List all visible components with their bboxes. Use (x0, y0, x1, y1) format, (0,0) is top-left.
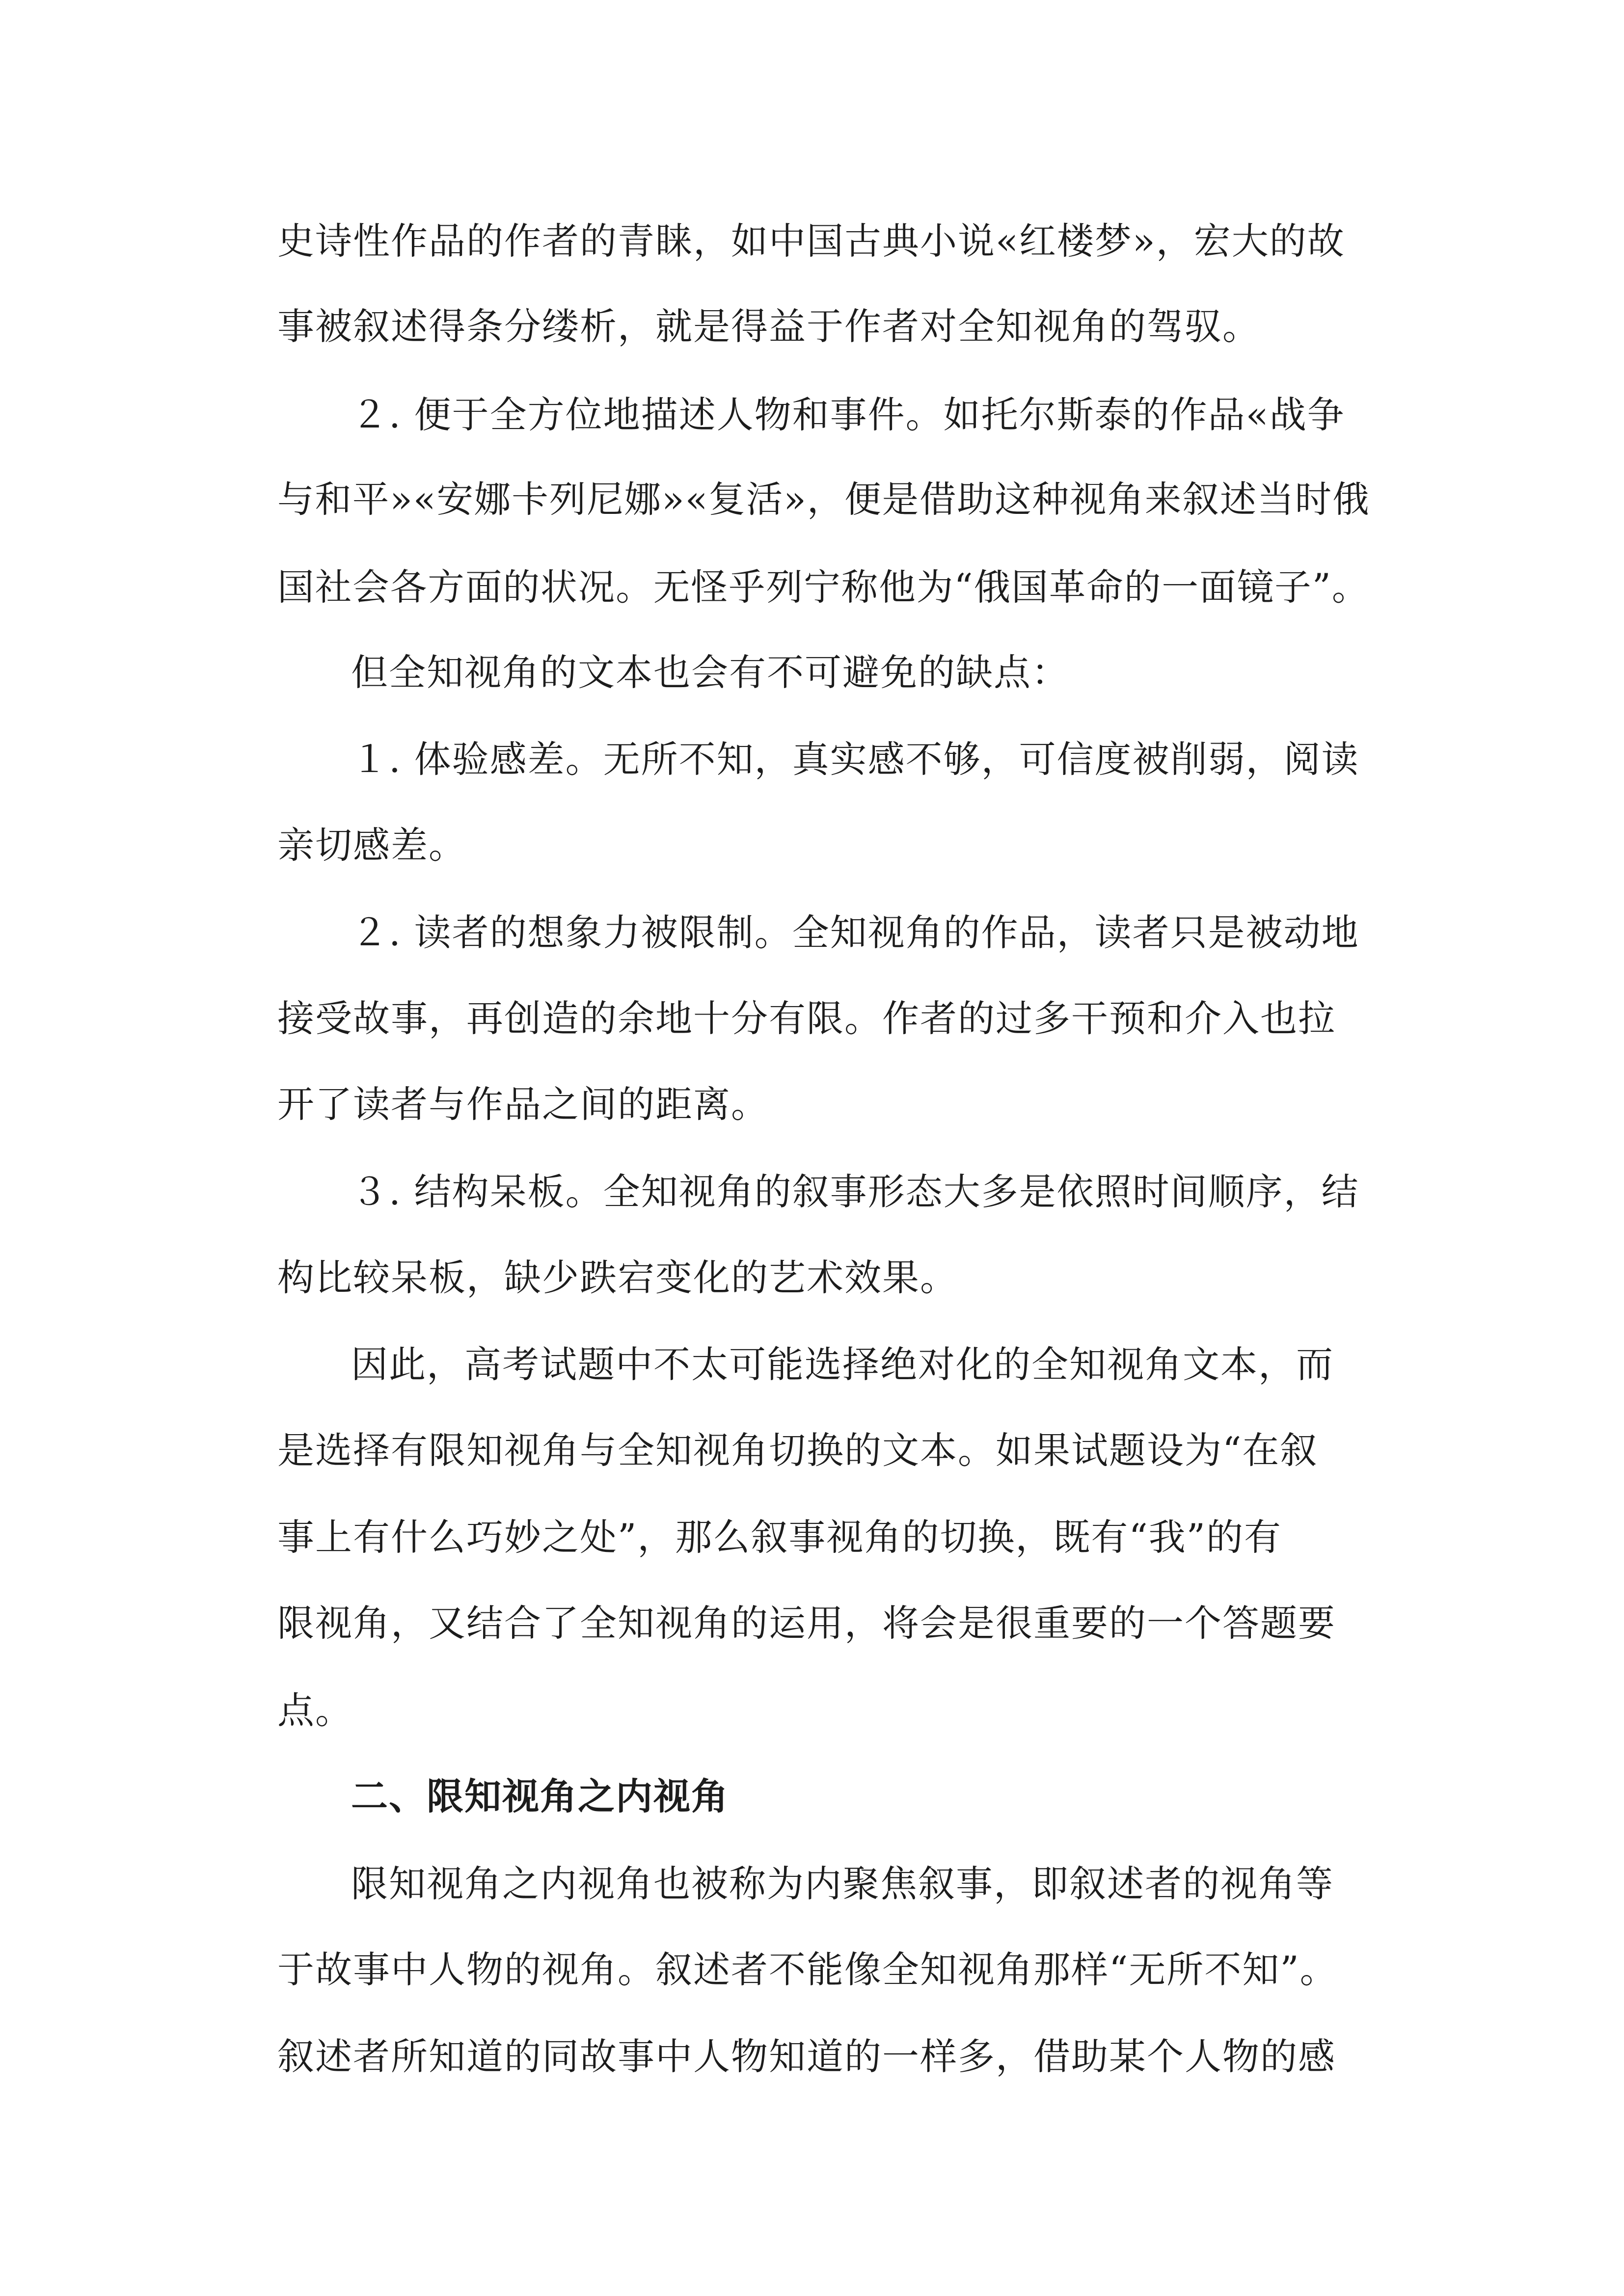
text-line: ２. 便于全方位地描述人物和事件。如托尔斯泰的作品«战争 (351, 393, 1345, 436)
text-line: 亲切感差。 (277, 824, 467, 867)
section-heading: 二、限知视角之内视角 (351, 1775, 730, 1818)
text-line: 于故事中人物的视角。叙述者不能像全知视角那样“无所不知”。 (277, 1948, 1338, 1991)
text-line: 是选择有限知视角与全知视角切换的文本。如果试题设为“在叙 (277, 1429, 1318, 1472)
text-line: 国社会各方面的状况。无怪乎列宁称他为“俄国革命的一面镜子”。 (277, 566, 1370, 609)
text-line: 限知视角之内视角也被称为内聚焦叙事，即叙述者的视角等 (351, 1862, 1334, 1905)
text-line: 但全知视角的文本也会有不可避免的缺点： (351, 651, 1070, 694)
text-line: 叙述者所知道的同故事中人物知道的一样多，借助某个人物的感 (277, 2035, 1336, 2078)
text-line: 开了读者与作品之间的距离。 (277, 1083, 769, 1126)
text-line: 构比较呆板，缺少跌宕变化的艺术效果。 (277, 1256, 958, 1299)
text-line: 与和平»«安娜卡列尼娜»«复活»，便是借助这种视角来叙述当时俄 (277, 478, 1370, 521)
text-line: 点。 (277, 1689, 353, 1732)
text-line: 限视角，又结合了全知视角的运用，将会是很重要的一个答题要 (277, 1602, 1336, 1645)
text-line: 事上有什么巧妙之处”，那么叙事视角的切换，既有“我”的有 (277, 1516, 1282, 1559)
text-line: ３. 结构呆板。全知视角的叙事形态大多是依照时间顺序，结 (351, 1170, 1359, 1213)
text-line: ２. 读者的想象力被限制。全知视角的作品，读者只是被动地 (351, 911, 1359, 954)
text-line: 事被叙述得条分缕析，就是得益于作者对全知视角的驾驭。 (277, 305, 1261, 348)
text-line: 史诗性作品的作者的青睐，如中国古典小说«红楼梦»，宏大的故 (277, 219, 1345, 263)
text-line: １. 体验感差。无所不知，真实感不够，可信度被削弱，阅读 (351, 738, 1359, 781)
text-line: 接受故事，再创造的余地十分有限。作者的过多干预和介入也拉 (277, 997, 1336, 1040)
text-line: 因此，高考试题中不太可能选择绝对化的全知视角文本，而 (351, 1343, 1334, 1386)
